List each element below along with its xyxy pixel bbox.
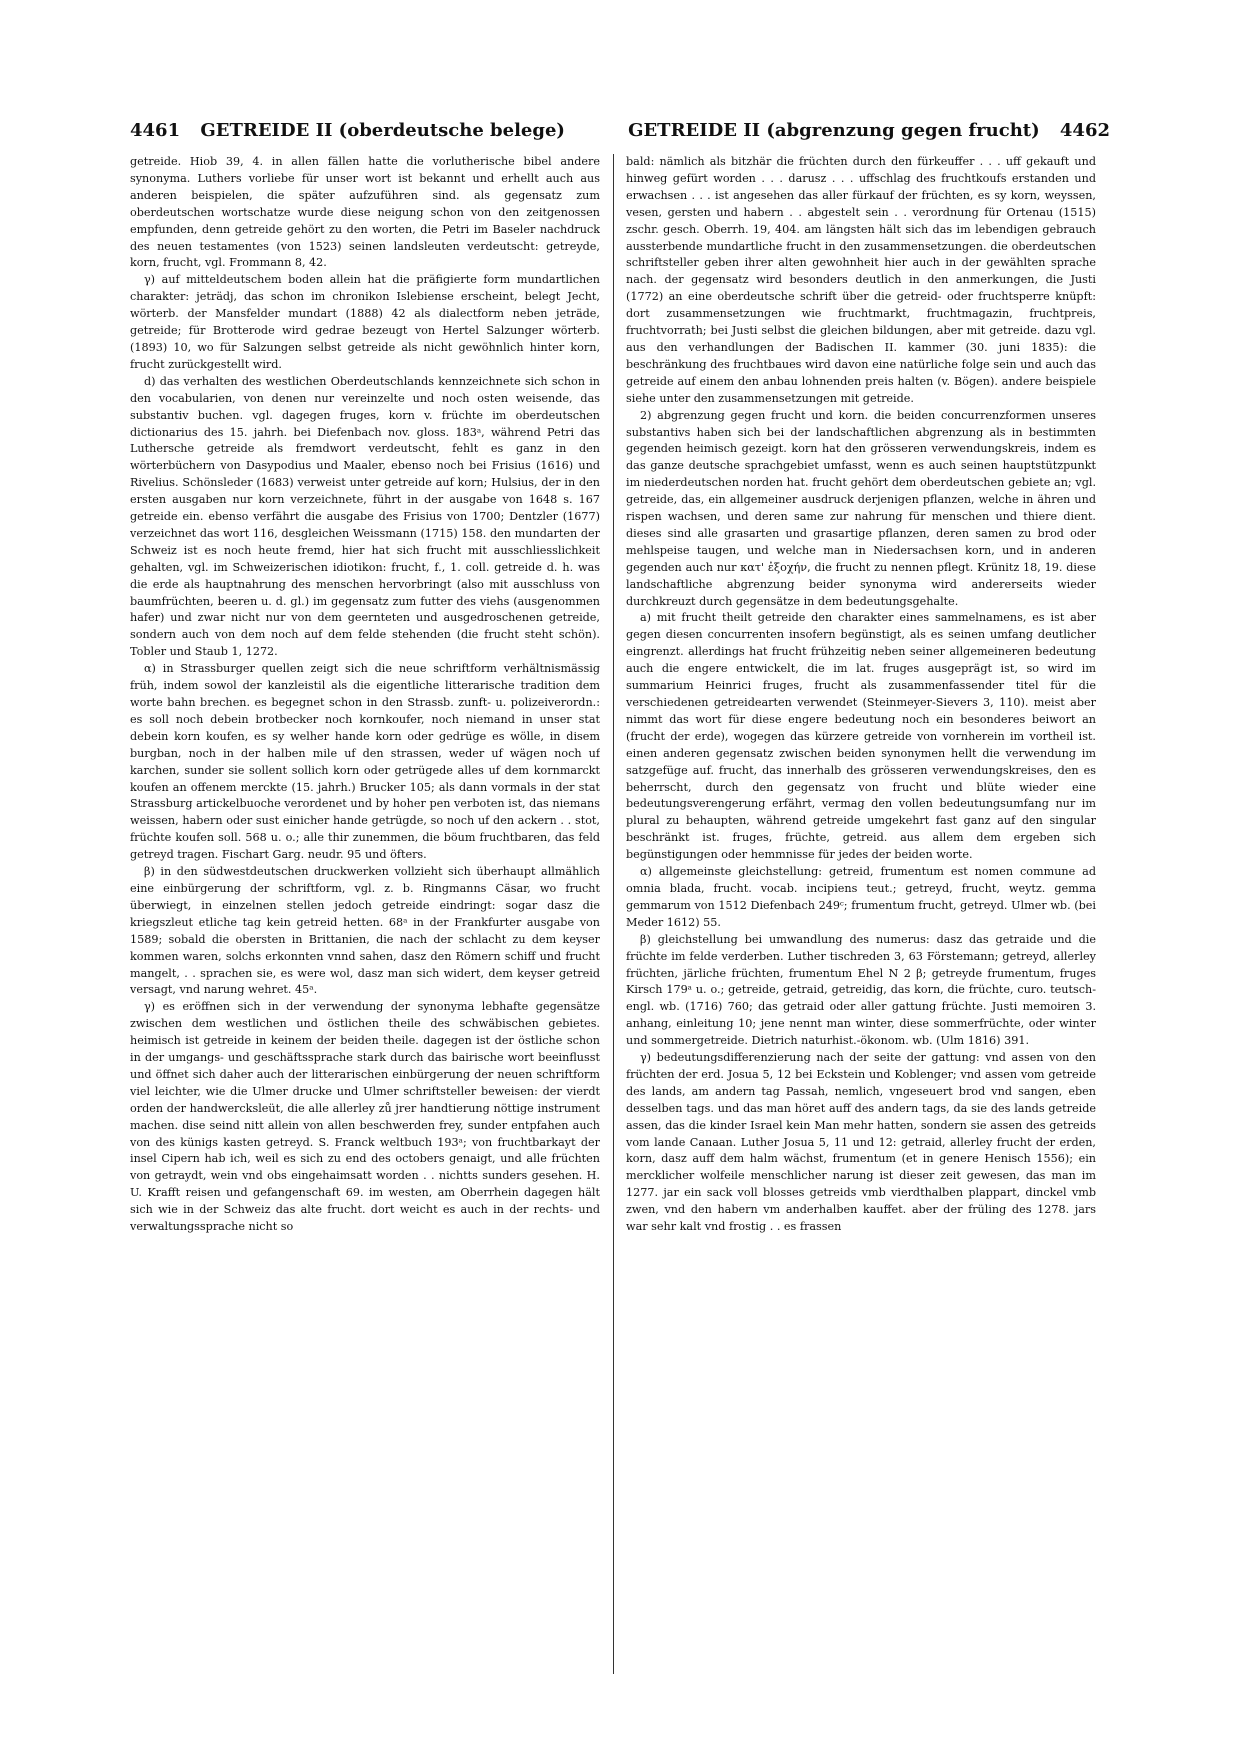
right-running-title: GETREIDE II (abgrenzung gegen frucht) bbox=[628, 120, 1040, 141]
dictionary-page bbox=[130, 120, 1110, 1680]
text-columns bbox=[130, 154, 1110, 1674]
paragraph: α) allgemeinste gleichstellung: getreid, frumentum est nomen commune ad omnia blada, frucht. vocab. incipiens teut.; getreyd, frucht, weytz. gemma gemmarum von 1512 Diefenbach 249ᶜ; frumentum frucht, getreyd. Ulmer wb. (bei Meder 1612) 55. bbox=[626, 865, 1096, 929]
paragraph: γ) bedeutungsdifferenzierung nach der seite der gattung: vnd assen von den früchten der erd. Josua 5, 12 bei Eckstein und Koblenger; vnd assen vom getreide des lands, am andern tag Passah, nemlich, vngeseuert brod vnd sangen, eben desselben tags. und das man höret auff des andern tags, da sie des lands getreide assen, das die kinder Israel kein Man mehr hatten, sondern sie assen des getreids vom lande Canaan. Luther Josua 5, 11 und 12: getraid, allerley frucht der erden, korn, dasz auff dem halm wächst, frumentum (et in genere Henisch 1556); ein mercklicher wolfeile menschlicher narung ist dieser zeit gewesen, das man im 1277. jar ein sack voll blosses getreids vmb vierdthalben plappart, dinckel vmb zwen, vnd den habern vm anderhalben kauffet. aber der früling des 1278. jars war sehr kalt vnd frostig . . es frassen bbox=[626, 1051, 1096, 1234]
paragraph: α) in Strassburger quellen zeigt sich die neue schriftform verhältnismässig früh, indem sowol der kanzleistil als die eigentliche litterarische tradition dem worte bahn brechen. es begegnet schon in den Strassb. zunft- u. polizeiverordn.: es soll noch debein brotbecker noch kornkoufer, noch niemand in unser stat debein korn koufen, es sy welher hande korn oder gedrüge es wölle, in disem burgban, noch in der halben mile uf den strassen, weder uf wägen noch uf karchen, sunder sie sollent sollich korn oder getrügede alles uf dem kornmarckt koufen an offenem merckte (15. jahrh.) Brucker 105; als dann vormals in der stat Strassburg artickelbuoche verordenet und by hoher pen verboten ist, das niemans weissen, habern oder sust einicher hande getrügde, so noch uf den ackern . . stot, früchte koufen soll. 568 u. o.; alle thir zunemmen, die böum fruchtbaren, das feld getreyd tragen. Fischart Garg. neudr. 95 und öfters. bbox=[130, 662, 600, 862]
paragraph: γ) es eröffnen sich in der verwendung der synonyma lebhafte gegensätze zwischen dem westlichen und östlichen theile des schwäbischen gebietes. heimisch ist getreide in keinem der beiden theile. dagegen ist der östliche schon in der umgangs- und geschäftssprache stark durch das bairische wort beeinflusst und öffnet sich daher auch der litterarischen einbürgerung der neuen schriftform viel leichter, wie die Ulmer drucke und Ulmer schriftsteller beweisen: der vierdt orden der handwercksleüt, die alle allerley zů jrer handtierung nöttige instrument machen. dise seind nitt allein von allen beschwerden frey, sunder entpfahen auch von des künigs kasten getreyd. S. Franck weltbuch 193ᵃ; von fruchtbarkayt der insel Cipern hab ich, weil es sich zu end des octobers genaigt, und alle früchten von getraydt, wein vnd obs eingehaimsatt worden . . nichtts sunders gesehen. H. U. Krafft reisen und gefangenschaft 69. im westen, am Oberrhein dagegen hält sich wie in der Schweiz das alte frucht. dort weicht es auch in der rechts- und verwaltungssprache nicht so bbox=[130, 1000, 600, 1234]
left-page-number: 4461 bbox=[130, 120, 181, 141]
paragraph: γ) auf mitteldeutschem boden allein hat die präfigierte form mundartlichen charakter: jeträdj, das schon im chronikon Islebiense erscheint, belegt Jecht, wörterb. der Mansfelder mundart (1888) 42 als dialectform neben jeträde, getreide; für Brotterode wird gedrae bezeugt von Hertel Salzunger wörterb. (1893) 10, wo für Salzungen selbst getreide als nicht gewöhnlich hinter korn, frucht zurückgestellt wird. bbox=[130, 273, 600, 371]
paragraph: a) mit frucht theilt getreide den charakter eines sammelnamens, es ist aber gegen diesen concurrenten insofern begünstigt, als es seinen umfang deutlicher eingrenzt. allerdings hat frucht frühzeitig neben seiner allgemeineren bedeutung auch die engere entwickelt, die im lat. fruges ausgeprägt ist, so wird im summarium Heinrici fruges, frucht als zusammenfassender titel für die verschiedenen getreidearten verwendet (Steinmeyer-Sievers 3, 110). meist aber nimmt das wort für diese engere bedeutung noch ein besonderes beiwort an (frucht der erde), wogegen das kürzere getreide von vornherein im vortheil ist. einen anderen gegensatz zwischen beiden synonymen hellt die verwendung im satzgefüge auf. frucht, das innerhalb des grösseren verwendungskreises, den es beherrscht, durch den gegensatz von frucht und blüte wieder eine bedeutungsverengerung erfährt, vermag den vollen bedeutungsumfang nur im plural zu behaupten, während getreide umgekehrt fast ganz auf den singular beschränkt ist. fruges, früchte, getreid. aus allem dem ergeben sich begünstigungen oder hemmnisse für jedes der beiden worte. bbox=[626, 611, 1096, 862]
right-column bbox=[626, 154, 1096, 1674]
header-left bbox=[130, 120, 620, 141]
paragraph: 2) abgrenzung gegen frucht und korn. die beiden concurrenzformen unseres substantivs haben sich bei der landschaftlichen abgrenzung als in bestimmten gegenden heimisch gezeigt. korn hat den grösseren verwendungskreis, indem es das ganze deutsche sprachgebiet umfasst, wenn es auch seinen hauptstützpunkt im niederdeutschen norden hat. frucht gehört dem oberdeutschen gebiete an; vgl. getreide, das, ein allgemeiner ausdruck derjenigen pflanzen, welche in ähren und rispen wachsen, und deren same zur nahrung für menschen und thiere dient. dieses sind alle grasarten und grasartige pflanzen, deren samen zu brod oder mehlspeise taugen, und welche man in Niedersachsen korn, und in anderen gegenden auch nur κατ' ἐξοχήν, die frucht zu nennen pflegt. Krünitz 18, 19. diese landschaftliche abgrenzung beider synonyma wird andererseits wieder durchkreuzt durch gegensätze in dem bedeutungsgehalte. bbox=[626, 408, 1096, 608]
page-header bbox=[130, 120, 1110, 148]
header-right bbox=[620, 120, 1110, 141]
left-running-title: GETREIDE II (oberdeutsche belege) bbox=[200, 120, 565, 141]
paragraph: bald: nämlich als bitzhär die früchten durch den fürkeuffer . . . uff gekauft und hinweg gefürt worden . . . darusz . . . uffschlag des fruchtkoufs erstanden und erwachsen . . . ist angesehen das aller fürkauf der früchten, es sy korn, weyssen, vesen, gersten und habern . . abgestelt sein . . verordnung für Ortenau (1515) zschr. gesch. Oberrh. 19, 404. am längsten hält sich das im lebendigen gebrauch aussterbende mundartliche frucht in den zusammensetzungen. die oberdeutschen schriftsteller geben ihrer alten gewohnheit hier auch in der gewählten sprache nach. der gegensatz wird besonders deutlich in den anmerkungen, die Justi (1772) an eine oberdeutsche schrift über die getreid- oder fruchtsperre knüpft: dort zusammensetzungen wie fruchtmarkt, fruchtmagazin, fruchtpreis, fruchtvorrath; bei Justi selbst die gleichen bildungen, aber mit getreide. dazu vgl. aus den verhandlungen der Badischen II. kammer (30. juni 1835): die beschränkung des fruchtbaues wird davon eine natürliche folge sein und auch das getreide auf einem den anbau lohnenden preis halten (v. Bögen). andere beispiele siehe unter den zusammensetzungen mit getreide. bbox=[626, 155, 1096, 405]
paragraph: β) gleichstellung bei umwandlung des numerus: dasz das getraide und die früchte im felde verderben. Luther tischreden 3, 63 Förstemann; getreyd, allerley früchten, järliche früchten, frumentum Ehel N 2 β; getreyde frumentum, fruges Kirsch 179ᵃ u. o.; getreide, getraid, getreidig, das korn, die früchte, curo. teutsch-engl. wb. (1716) 760; das getraid oder aller gattung früchte. Justi memoiren 3. anhang, einleitung 10; jene nennt man winter, diese sommerfrüchte, oder winter und sommergetreide. Dietrich naturhist.-ökonom. wb. (Ulm 1816) 391. bbox=[626, 932, 1096, 1048]
left-column bbox=[130, 154, 600, 1674]
right-page-number: 4462 bbox=[1059, 120, 1110, 141]
paragraph: β) in den südwestdeutschen druckwerken vollzieht sich überhaupt allmählich eine einbürgerung der schriftform, vgl. z. b. Ringmanns Cäsar, wo frucht überwiegt, in einzelnen stellen jedoch getreide eindringt: sogar dasz die kriegszleut etliche tag kein getreid hetten. 68ᵃ in der Frankfurter ausgabe von 1589; sobald die obersten in Brittanien, die nach der schlacht zu dem keyser kommen waren, solchs erkonnten vnnd sahen, dasz den Römern schiff und frucht mangelt, . . sprachen sie, es were wol, dasz man sich widert, dem keyser getreid versagt, vnd narung wehret. 45ᵃ. bbox=[130, 865, 600, 997]
column-divider bbox=[613, 154, 614, 1674]
paragraph: d) das verhalten des westlichen Oberdeutschlands kennzeichnete sich schon in den vocabularien, von denen nur vereinzelte und noch osten weisende, das substantiv buchen. vgl. dagegen fruges, korn v. früchte im oberdeutschen dictionarius des 15. jahrh. bei Diefenbach nov. gloss. 183ᵃ, während Petri das Luthersche getreide als fremdwort verdeutscht, fehlt es ganz in den wörterbüchern von Dasypodius und Maaler, ebenso noch bei Frisius (1616) und Rivelius. Schönsleder (1683) verweist unter getreide auf korn; Hulsius, der in den ersten ausgaben nur korn verzeichnete, führt in der ausgabe von 1648 s. 167 getreide ein. ebenso verfährt die ausgabe des Frisius von 1700; Dentzler (1677) verzeichnet das wort 116, desgleichen Weissmann (1715) 158. den mundarten der Schweiz ist es noch heute fremd, hier hat sich frucht mit ausschliesslichkeit gehalten, vgl. im Schweizerischen idiotikon: frucht, f., 1. coll. getreide d. h. was die erde als hauptnahrung des menschen hervorbringt (also mit ausschluss von baumfrüchten, beeren u. d. gl.) im gegensatz zum futter des viehs (ausgenommen hafer) und zwar nicht nur von dem geernteten und ausgedroschenen getreide, sondern auch von dem noch auf dem felde stehenden (die frucht steht schön). Tobler und Staub 1, 1272. bbox=[130, 374, 600, 659]
paragraph: getreide. Hiob 39, 4. in allen fällen hatte die vorlutherische bibel andere synonyma. Luthers vorliebe für unser wort ist bekannt und erhellt auch aus anderen beispielen, die später aufzuführen sind. als gegensatz zum oberdeutschen wortschatze wurde diese neigung schon von den zeitgenossen empfunden, denn getreide gehört zu den worten, die Petri im Baseler nachdruck des neuen testamentes (von 1523) seinen landsleuten verdeutscht: getreyde, korn, frucht, vgl. Frommann 8, 42. bbox=[130, 155, 600, 270]
